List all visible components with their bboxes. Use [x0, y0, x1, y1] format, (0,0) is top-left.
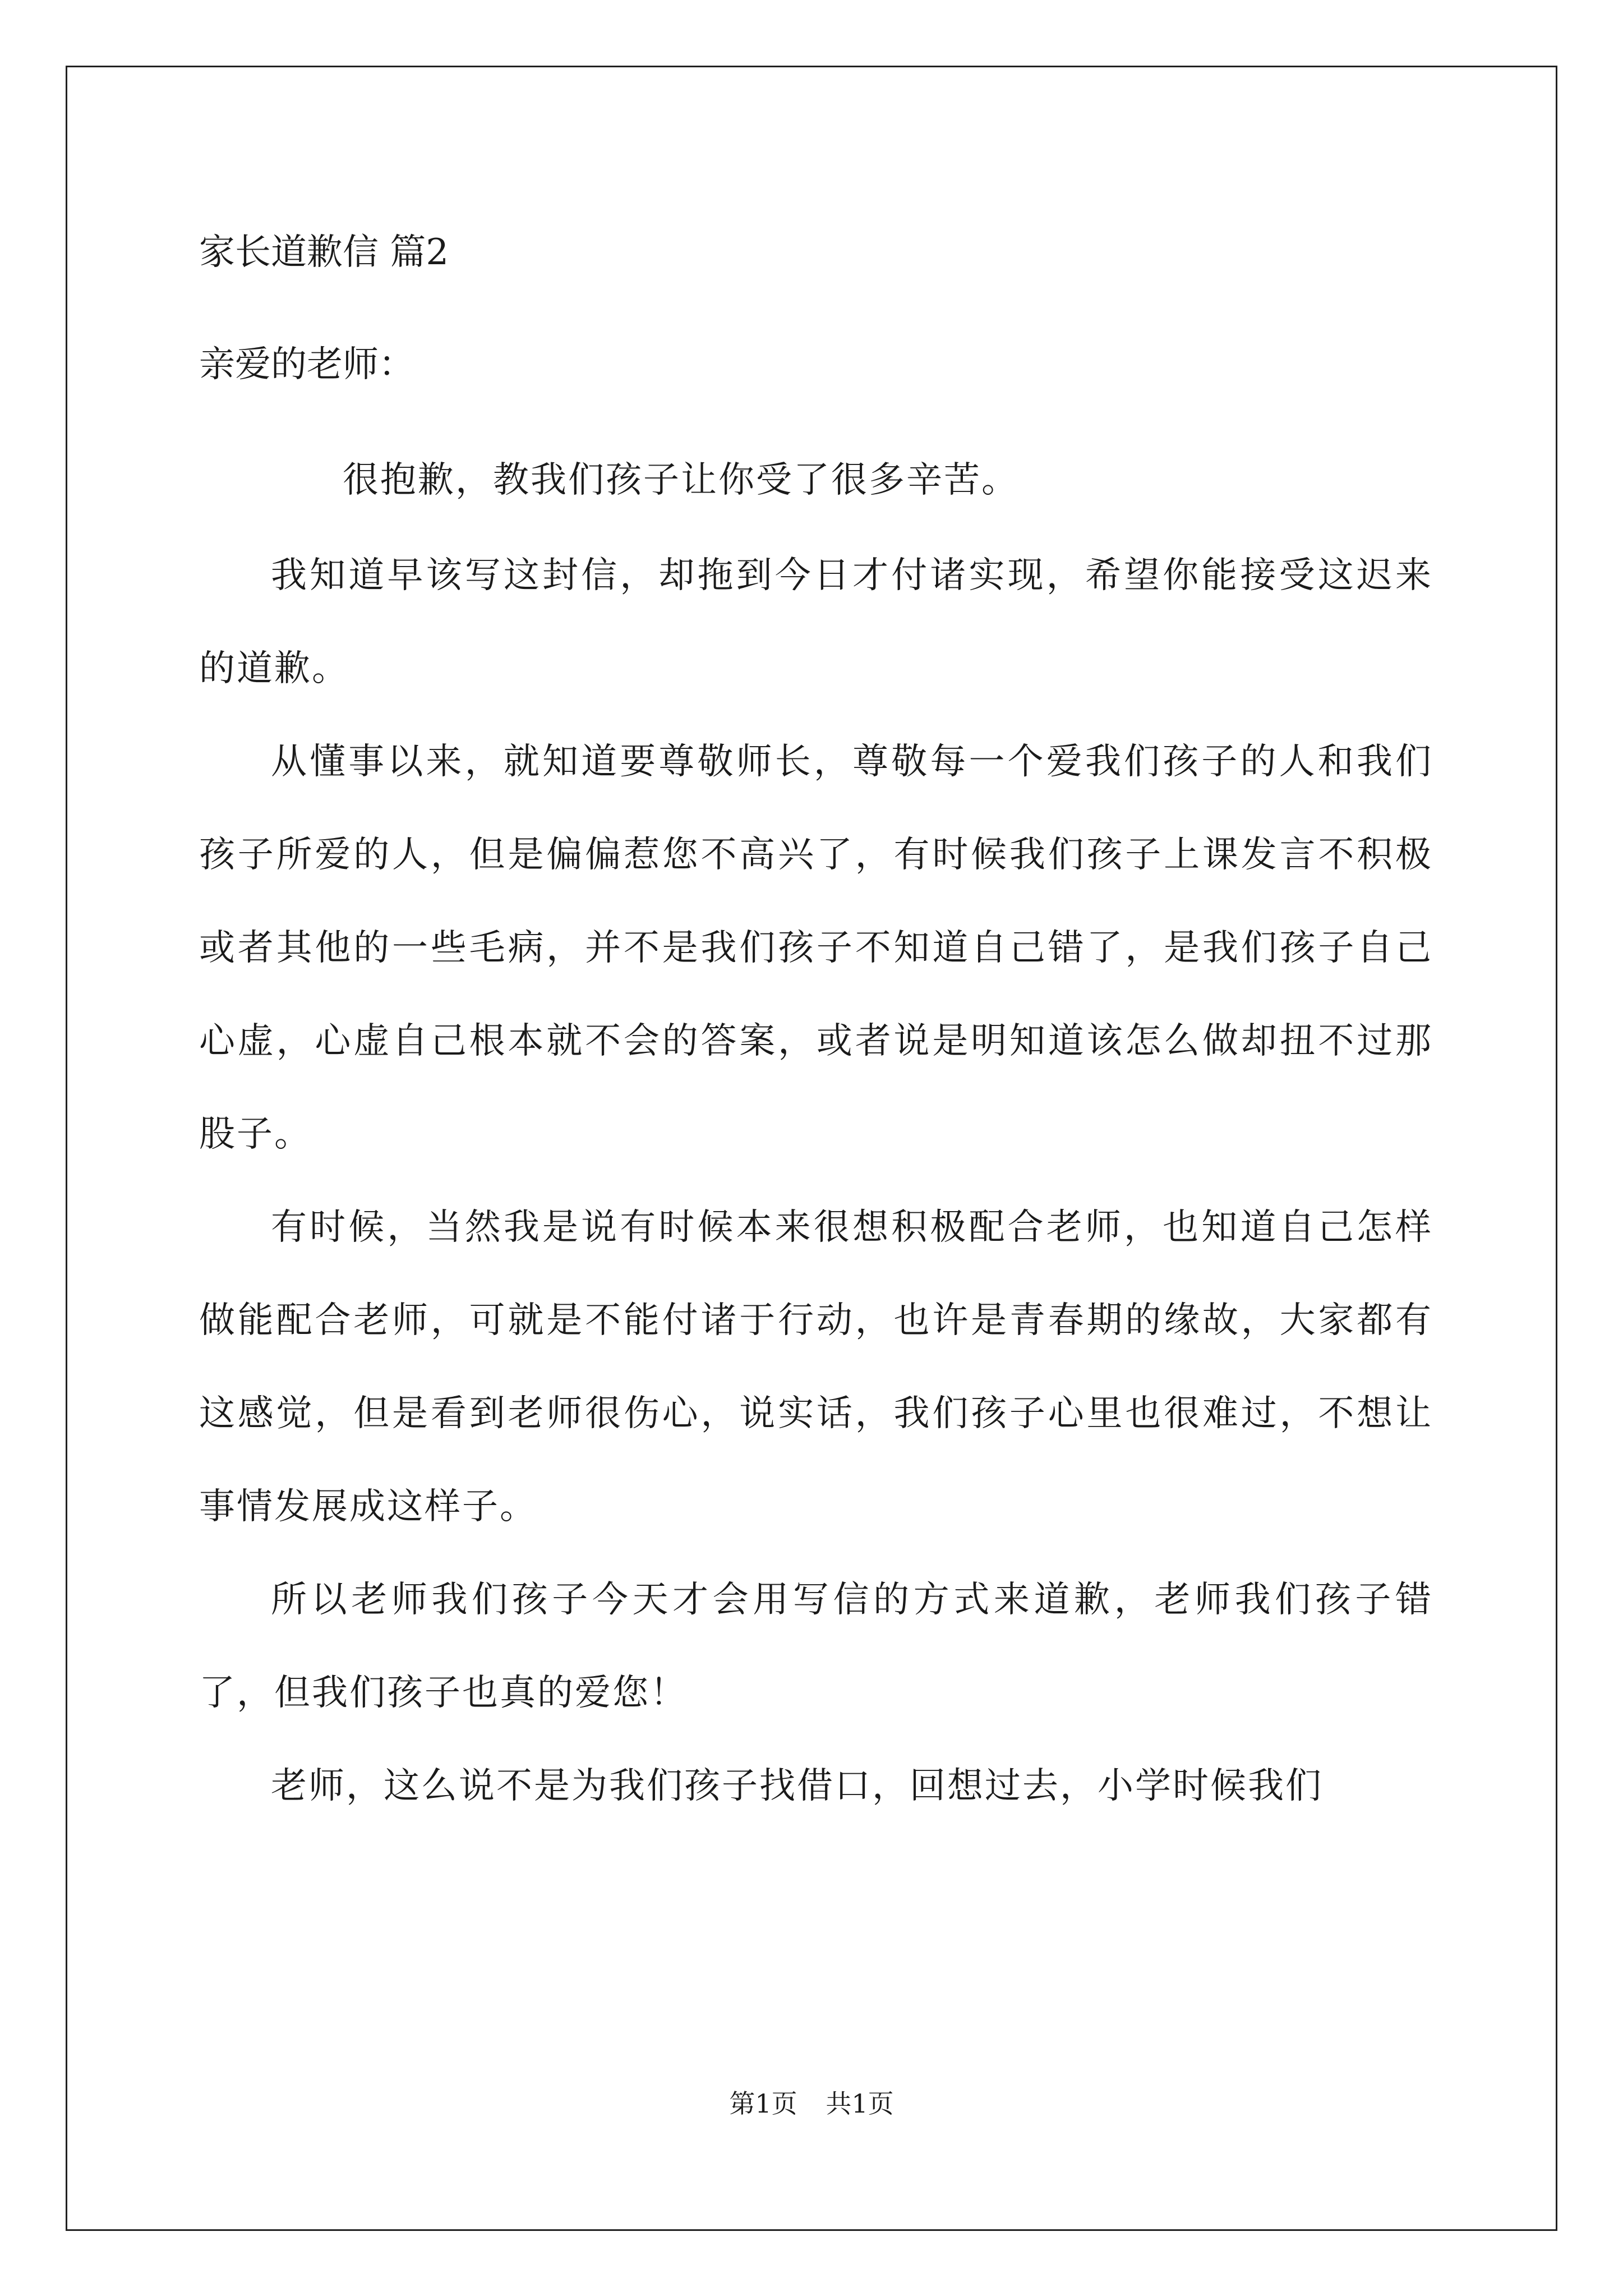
- page-number: 第1页: [729, 2088, 797, 2119]
- paragraph: 从懂事以来，就知道要尊敬师长，尊敬每一个爱我们孩子的人和我们孩子所爱的人，但是偏偏惹您不高兴了，有时候我们孩子上课发言不积极或者其他的一些毛病，并不是我们孩子不知道自己错了，是我们孩子自己心虚，心虚自己根本就不会的答案，或者说是明知道该怎么做却扭不过那股子。: [199, 741, 1433, 1155]
- salutation: 亲爱的老师：: [199, 344, 414, 385]
- paragraph: 所以老师我们孩子今天才会用写信的方式来道歉，老师我们孩子错了，但我们孩子也真的爱您！: [199, 1579, 1433, 1714]
- paragraph: 老师，这么说不是为我们孩子找借口，回想过去，小学时候我们: [271, 1765, 1323, 1807]
- letter-body: [199, 434, 1433, 1833]
- total-pages: 共1页: [826, 2088, 894, 2119]
- paragraph: 很抱歉，教我们孩子让你受了很多辛苦。: [343, 459, 1019, 501]
- paragraph: 我知道早该写这封信，却拖到今日才付诸实现，希望你能接受这迟来的道歉。: [199, 555, 1433, 689]
- paragraph: 有时候，当然我是说有时候本来很想积极配合老师，也知道自己怎样做能配合老师，可就是不能付诸于行动，也许是青春期的缘故，大家都有这感觉，但是看到老师很伤心，说实话，我们孩子心里也很难过，不想让事情发展成这样子。: [199, 1207, 1433, 1527]
- page-footer: [0, 2087, 1623, 2120]
- document-title: 家长道歉信 篇2: [199, 232, 449, 273]
